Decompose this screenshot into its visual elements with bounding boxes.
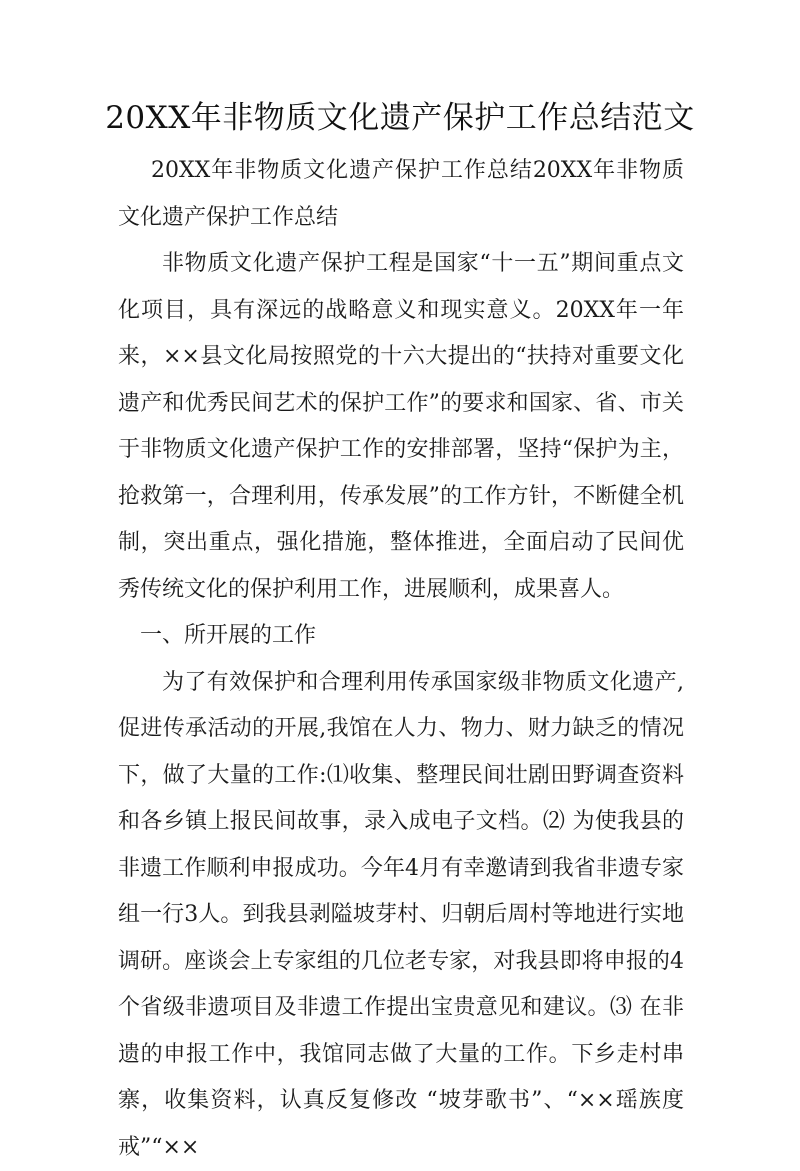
document-subtitle: 20XX年非物质文化遗产保护工作总结20XX年非物质文化遗产保护工作总结 (118, 148, 684, 241)
document-title: 20XX年非物质文化遗产保护工作总结范文 (0, 98, 800, 138)
intro-paragraph: 非物质文化遗产保护工程是国家“十一五”期间重点文化项目，具有深远的战略意义和现实意义。20XX年一年来，××县文化局按照党的十六大提出的“扶持对重要文化遗产和优秀民间艺术的保护工作”的要求和国家、省、市关于非物质文化遗产保护工作的安排部署，坚持“保护为主，抢救第一，合理利用，传承发展”的工作方针，不断健全机制，突出重点，强化措施，整体推进，全面启动了民间优秀传统文化的保护利用工作，进展顺利，成果喜人。 (118, 241, 684, 613)
section-paragraph: 为了有效保护和合理利用传承国家级非物质文化遗产,促进传承活动的开展,我馆在人力、物力、财力缺乏的情况下，做了大量的工作:⑴收集、整理民间壮剧田野调查资料和各乡镇上报民间故事，录入成电子文档。⑵ 为使我县的非遗工作顺利申报成功。今年4月有幸邀请到我省非遗专家组一行3人。到我县剥隘坡芽村、归朝后周村等地进行实地调研。座谈会上专家组的几位老专家，对我县即将申报的4个省级非遗项目及非遗工作提出宝贵意见和建议。⑶ 在非遗的申报工作中，我馆同志做了大量的工作。下乡走村串寨，收集资料，认真反复修改 “坡芽歌书”、“××瑶族度戒”“×× (118, 660, 684, 1171)
document-body (118, 148, 684, 1171)
section-heading: 一、所开展的工作 (118, 613, 684, 660)
